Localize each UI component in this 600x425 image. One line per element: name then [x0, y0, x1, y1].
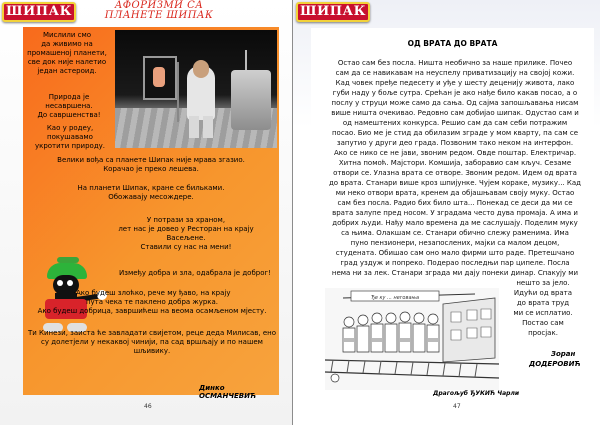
page-47: [293, 0, 600, 425]
aphorism-4: Велики вођа са планете Шипак није мрава згазио. Корачао је преко лешева.: [57, 156, 245, 173]
aphorisms-panel: [23, 27, 279, 400]
moon-astronaut-photo: [115, 30, 277, 148]
aphorism-9: Ти Кинези, заиста ће завладати свијетом, реце деда Милисав, ено су долетјели у некаквој чинији, па сад вршљају и по нашем шљивику.: [27, 329, 277, 355]
aphorism-2: Природа је несавршена. До савршенства!: [37, 93, 101, 119]
page-header-title: АФОРИЗМИ СА ПЛАНЕТЕ ШИПАК: [104, 0, 214, 21]
cartoon-illustration: [325, 288, 499, 390]
page-46: [0, 0, 292, 425]
cartoon-banner-text: Ђе ку ... неговања: [370, 295, 420, 301]
page-number: 46: [144, 403, 152, 410]
author-signature: Динко ОСМАНЧЕВИЋ: [199, 384, 257, 400]
aphorism-5: На планети Шипак, кране се бильками. Обожавају месождере.: [77, 184, 225, 201]
aphorism-8: -Ако будеш злоћко, рече му ђаво, на крају пута чека те пакленo добра журка. Ако будеш добрица, завршићеш на веома осамљеном мјесту.: [37, 289, 267, 315]
cartoon-caption: Драгољуб ЂУКИЋ Чарли: [433, 390, 520, 397]
aphorism-7: Између добра и зла, одабрала је доброг!: [119, 269, 271, 277]
sipak-logo: ШИПАК: [2, 2, 76, 22]
article-title: ОД ВРАТА ДО ВРАТА: [407, 39, 498, 48]
page-number: 47: [453, 403, 461, 410]
aphorism-3: Као у родеу, покушавамо укротити природу.: [34, 124, 106, 150]
article-panel: [311, 28, 594, 396]
sipak-logo: ШИПАК: [296, 2, 370, 22]
article-body: Остао сам без посла. Ништа необично за наше прилике. Почео сам да се навикавам на неуспелу приватизацију на својој кожи. Кад човек пређе педесету и уђе у шесту деценију живота, лако губи наду у боље сутра. Срећан је ако нађе било какав посао, а о послу у струци може само да сања. Од сајма запошљавања нисам више ништа очекивао. Редовно сам добијао шипак. Одустао сам и од намештених конкурса. Решио сам да сам себи потражим посао. Био ме је стид да обилазим зграде у мом кварту, па сам се запутио у други део града. Позвоним тако неком на интерфон. Ако се нико се не јави, звоним редом. Овде поштар. Електричар. Хитна помоћ. Мајстори. Комшија, заборавио сам кључ. Сезаме отвори се. Улазна врата се отворе. Звоним редом. Идем од врата до врата. Станари више кроз шпијунке. Чујем кораке, музику... Кад ми неко отвори врата, кренем да објашњавам своју муку. Остао сам без посла. Радио бих било шта... Понекад се деси да ми се врата залупе пред носом. У згрaдама често дува промаја. А има и добрих људи. Нађу мало времена да ме саслушају. Поделим муку са њима. Олакшам се. Станари обично слежу раменима. Има пуно пензионери, незапослених, мајки са малом децом, студената. Обишао сам оно мало фирми што раде. Претешчано град уздуж и попреко. Подерао последњи пар ципеле. Посла нема ни за лек. Станари зграда ми дају понеки динар. Спакују ми: [328, 59, 582, 277]
aphorism-1: Мислили смо да живимо на промашеној планети, све док није налетио један астероид.: [27, 31, 107, 75]
author-last-name: ДОДЕРОВИЋ: [529, 360, 581, 368]
author-first-name: Зоран: [551, 350, 576, 358]
article-body-tail: нешто за јело. Идући од врата до врата труд ми се исплатио. Постао сам просјак.: [513, 279, 573, 337]
aphorism-6: У потрази за храном, лет нас је довео у Ресторан на крају Васељене. Ставили су нас на мени!: [118, 216, 254, 251]
